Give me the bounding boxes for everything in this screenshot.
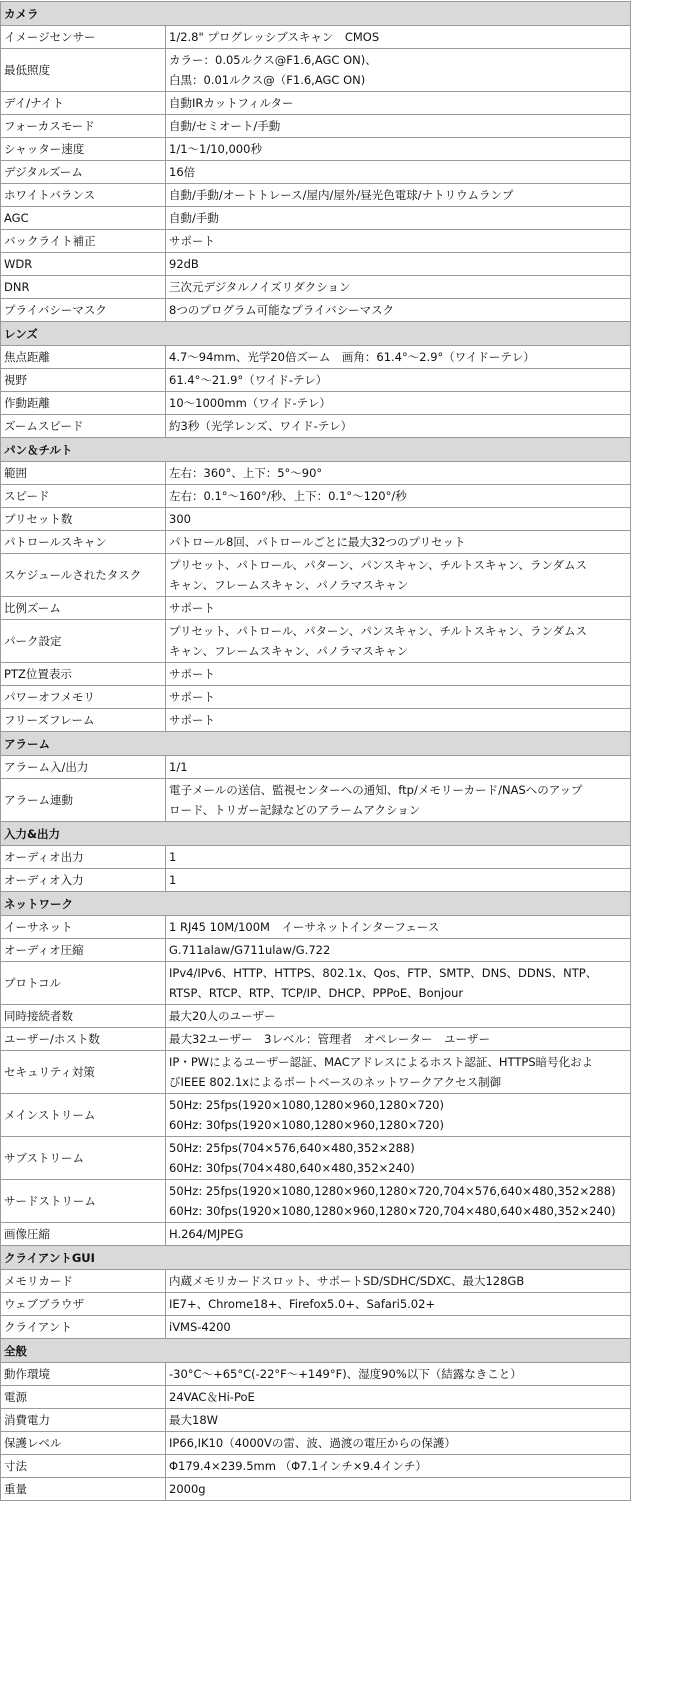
spec-label: ユーザー/ホスト数 bbox=[1, 1028, 166, 1051]
spec-value-line: 10～1000mm（ワイド-テレ） bbox=[169, 396, 331, 410]
spec-value-line: 電子メールの送信、監視センターへの通知、ftp/メモリーカード/NASへのアップ bbox=[169, 783, 583, 797]
spec-value bbox=[166, 1005, 631, 1028]
spec-value-line: G.711alaw/G711ulaw/G.722 bbox=[169, 943, 331, 957]
spec-label: オーディオ出力 bbox=[1, 846, 166, 869]
spec-label: ズームスピード bbox=[1, 415, 166, 438]
spec-value-line: 1/1 bbox=[169, 760, 188, 774]
spec-row bbox=[1, 161, 631, 184]
spec-value bbox=[166, 184, 631, 207]
spec-row bbox=[1, 1432, 631, 1455]
spec-label: プライバシーマスク bbox=[1, 299, 166, 322]
spec-value bbox=[166, 138, 631, 161]
spec-value-line: パトロール8回、パトロールごとに最大32つのプリセット bbox=[169, 535, 466, 549]
spec-row bbox=[1, 346, 631, 369]
spec-value bbox=[166, 1432, 631, 1455]
spec-value bbox=[166, 1316, 631, 1339]
spec-value bbox=[166, 1223, 631, 1246]
spec-label: イメージセンサー bbox=[1, 26, 166, 49]
spec-row bbox=[1, 276, 631, 299]
section-title: レンズ bbox=[1, 322, 631, 346]
spec-row bbox=[1, 620, 631, 663]
spec-label: オーディオ入力 bbox=[1, 869, 166, 892]
spec-label: パトロールスキャン bbox=[1, 531, 166, 554]
spec-label: パワーオフメモリ bbox=[1, 686, 166, 709]
spec-value-line: Φ179.4×239.5mm （Φ7.1インチ×9.4インチ） bbox=[169, 1459, 427, 1473]
spec-label: プロトコル bbox=[1, 962, 166, 1005]
spec-row bbox=[1, 779, 631, 822]
spec-row bbox=[1, 207, 631, 230]
spec-value bbox=[166, 92, 631, 115]
spec-value-line: 8つのプログラム可能なプライバシーマスク bbox=[169, 303, 395, 317]
spec-label: 最低照度 bbox=[1, 49, 166, 92]
spec-row bbox=[1, 1094, 631, 1137]
spec-row bbox=[1, 709, 631, 732]
spec-row bbox=[1, 531, 631, 554]
spec-value bbox=[166, 415, 631, 438]
spec-row bbox=[1, 1270, 631, 1293]
spec-value bbox=[166, 554, 631, 597]
spec-value-line: IE7+、Chrome18+、Firefox5.0+、Safari5.02+ bbox=[169, 1297, 436, 1311]
spec-row bbox=[1, 1028, 631, 1051]
spec-value bbox=[166, 597, 631, 620]
spec-table-body bbox=[1, 2, 631, 1501]
spec-row bbox=[1, 369, 631, 392]
spec-value bbox=[166, 531, 631, 554]
spec-value-line: 16倍 bbox=[169, 165, 196, 179]
spec-value bbox=[166, 26, 631, 49]
spec-row bbox=[1, 92, 631, 115]
section-title: 入力&出力 bbox=[1, 822, 631, 846]
spec-label: 動作環境 bbox=[1, 1363, 166, 1386]
spec-label: 重量 bbox=[1, 1478, 166, 1501]
spec-value bbox=[166, 161, 631, 184]
spec-row bbox=[1, 485, 631, 508]
spec-value-line: IP66,IK10（4000Vの雷、波、過渡の電圧からの保護） bbox=[169, 1436, 456, 1450]
spec-value bbox=[166, 253, 631, 276]
spec-table bbox=[0, 1, 631, 1501]
spec-value-line: 50Hz: 25fps(1920×1080,1280×960,1280×720,704×576,640×480,352×288) bbox=[169, 1184, 616, 1198]
spec-row bbox=[1, 115, 631, 138]
spec-value-line: 約3秒（光学レンズ、ワイド-テレ） bbox=[169, 419, 353, 433]
spec-value bbox=[166, 686, 631, 709]
section-header-row bbox=[1, 322, 631, 346]
spec-row bbox=[1, 1180, 631, 1223]
spec-value-line: 2000g bbox=[169, 1482, 206, 1496]
spec-row bbox=[1, 916, 631, 939]
spec-value-line: -30°C～+65°C(-22°F～+149°F)、湿度90%以下（結露なきこと） bbox=[169, 1367, 522, 1381]
spec-value bbox=[166, 1051, 631, 1094]
spec-value bbox=[166, 620, 631, 663]
spec-label: アラーム連動 bbox=[1, 779, 166, 822]
spec-label: デジタルズーム bbox=[1, 161, 166, 184]
spec-value-line: 60Hz: 30fps(704×480,640×480,352×240) bbox=[169, 1161, 415, 1175]
spec-value bbox=[166, 115, 631, 138]
spec-row bbox=[1, 1223, 631, 1246]
spec-row bbox=[1, 1005, 631, 1028]
spec-value-line: 300 bbox=[169, 512, 191, 526]
spec-value-line: RTSP、RTCP、RTP、TCP/IP、DHCP、PPPoE、Bonjour bbox=[169, 986, 464, 1000]
spec-value-line: 最大20人のユーザー bbox=[169, 1009, 276, 1023]
spec-value bbox=[166, 709, 631, 732]
spec-label: スピード bbox=[1, 485, 166, 508]
spec-value bbox=[166, 756, 631, 779]
spec-value-line: iVMS-4200 bbox=[169, 1320, 231, 1334]
spec-label: ウェブブラウザ bbox=[1, 1293, 166, 1316]
spec-row bbox=[1, 1386, 631, 1409]
spec-label: フリーズフレーム bbox=[1, 709, 166, 732]
spec-row bbox=[1, 184, 631, 207]
spec-row bbox=[1, 1363, 631, 1386]
spec-value-line: 4.7～94mm、光学20倍ズーム 画角：61.4°～2.9°（ワイドーテレ） bbox=[169, 350, 535, 364]
section-title: クライアントGUI bbox=[1, 1246, 631, 1270]
spec-value bbox=[166, 346, 631, 369]
spec-value bbox=[166, 485, 631, 508]
spec-value bbox=[166, 1137, 631, 1180]
spec-value-line: 50Hz: 25fps(704×576,640×480,352×288) bbox=[169, 1141, 415, 1155]
spec-label: アラーム入/出力 bbox=[1, 756, 166, 779]
spec-row bbox=[1, 756, 631, 779]
spec-value-line: 自動/手動 bbox=[169, 211, 219, 225]
spec-label: バックライト補正 bbox=[1, 230, 166, 253]
spec-value bbox=[166, 1293, 631, 1316]
section-title: パン＆チルト bbox=[1, 438, 631, 462]
spec-row bbox=[1, 1137, 631, 1180]
spec-row bbox=[1, 415, 631, 438]
spec-value bbox=[166, 299, 631, 322]
spec-row bbox=[1, 230, 631, 253]
spec-value bbox=[166, 230, 631, 253]
section-title: カメラ bbox=[1, 2, 631, 26]
spec-value-line: IP・PWによるユーザー認証、MACアドレスによるホスト認証、HTTPS暗号化およ bbox=[169, 1055, 594, 1069]
spec-label: 視野 bbox=[1, 369, 166, 392]
spec-value-line: カラー：0.05ルクス@F1.6,AGC ON)、 bbox=[169, 53, 377, 67]
spec-label: フォーカスモード bbox=[1, 115, 166, 138]
spec-value bbox=[166, 1478, 631, 1501]
spec-label: 電源 bbox=[1, 1386, 166, 1409]
spec-row bbox=[1, 846, 631, 869]
spec-value bbox=[166, 1180, 631, 1223]
spec-value bbox=[166, 207, 631, 230]
spec-value-line: 最大18W bbox=[169, 1413, 219, 1427]
spec-label: デイ/ナイト bbox=[1, 92, 166, 115]
spec-value-line: びIEEE 802.1xによるポートベースのネットワークアクセス制御 bbox=[169, 1075, 502, 1089]
spec-label: プリセット数 bbox=[1, 508, 166, 531]
spec-value bbox=[166, 779, 631, 822]
spec-value bbox=[166, 508, 631, 531]
spec-row bbox=[1, 597, 631, 620]
spec-label: オーディオ圧縮 bbox=[1, 939, 166, 962]
spec-row bbox=[1, 462, 631, 485]
spec-value bbox=[166, 869, 631, 892]
spec-value-line: サポート bbox=[169, 667, 215, 681]
spec-label: セキュリティ対策 bbox=[1, 1051, 166, 1094]
spec-label: 作動距離 bbox=[1, 392, 166, 415]
spec-value-line: 1 bbox=[169, 850, 177, 864]
spec-value-line: 1 bbox=[169, 873, 177, 887]
spec-row bbox=[1, 686, 631, 709]
spec-row bbox=[1, 138, 631, 161]
spec-value-line: 60Hz: 30fps(1920×1080,1280×960,1280×720) bbox=[169, 1118, 444, 1132]
spec-row bbox=[1, 663, 631, 686]
spec-row bbox=[1, 508, 631, 531]
spec-label: AGC bbox=[1, 207, 166, 230]
spec-row bbox=[1, 1316, 631, 1339]
spec-value-line: 50Hz: 25fps(1920×1080,1280×960,1280×720) bbox=[169, 1098, 444, 1112]
spec-value-line: 92dB bbox=[169, 257, 199, 271]
spec-row bbox=[1, 299, 631, 322]
section-header-row bbox=[1, 438, 631, 462]
section-title: 全般 bbox=[1, 1339, 631, 1363]
spec-value-line: 24VAC＆Hi-PoE bbox=[169, 1390, 255, 1404]
spec-value-line: キャン、フレームスキャン、パノラマスキャン bbox=[169, 578, 409, 592]
spec-row bbox=[1, 1051, 631, 1094]
spec-value-line: 内蔵メモリカードスロット、サポートSD/SDHC/SDXC、最大128GB bbox=[169, 1274, 525, 1288]
spec-value-line: サポート bbox=[169, 690, 215, 704]
spec-row bbox=[1, 939, 631, 962]
spec-value-line: キャン、フレームスキャン、パノラマスキャン bbox=[169, 644, 409, 658]
spec-value-line: ロード、トリガー記録などのアラームアクション bbox=[169, 803, 421, 817]
section-title: ネットワーク bbox=[1, 892, 631, 916]
spec-value bbox=[166, 1455, 631, 1478]
spec-value bbox=[166, 916, 631, 939]
spec-value-line: 三次元デジタルノイズリダクション bbox=[169, 280, 351, 294]
spec-label: WDR bbox=[1, 253, 166, 276]
spec-value-line: サポート bbox=[169, 234, 215, 248]
spec-value-line: 60Hz: 30fps(1920×1080,1280×960,1280×720,704×480,640×480,352×240) bbox=[169, 1204, 616, 1218]
spec-value bbox=[166, 962, 631, 1005]
spec-label: 寸法 bbox=[1, 1455, 166, 1478]
spec-value-line: 1/2.8" プログレッシブスキャン CMOS bbox=[169, 30, 380, 44]
spec-row bbox=[1, 1455, 631, 1478]
spec-label: パーク設定 bbox=[1, 620, 166, 663]
spec-label: メインストリーム bbox=[1, 1094, 166, 1137]
spec-value-line: 左右：0.1°～160°/秒、上下：0.1°～120°/秒 bbox=[169, 489, 407, 503]
spec-value bbox=[166, 276, 631, 299]
spec-value bbox=[166, 939, 631, 962]
spec-value-line: プリセット、パトロール、パターン、パンスキャン、チルトスキャン、ランダムス bbox=[169, 558, 588, 572]
spec-value bbox=[166, 369, 631, 392]
spec-label: 消費電力 bbox=[1, 1409, 166, 1432]
spec-row bbox=[1, 253, 631, 276]
spec-value bbox=[166, 846, 631, 869]
spec-value-line: 自動/セミオート/手動 bbox=[169, 119, 281, 133]
spec-row bbox=[1, 869, 631, 892]
section-header-row bbox=[1, 2, 631, 26]
spec-value bbox=[166, 1094, 631, 1137]
spec-value-line: 最大32ユーザー 3レベル：管理者 オペレーター ユーザー bbox=[169, 1032, 490, 1046]
spec-label: サードストリーム bbox=[1, 1180, 166, 1223]
spec-value bbox=[166, 1363, 631, 1386]
spec-label: 比例ズーム bbox=[1, 597, 166, 620]
spec-value bbox=[166, 49, 631, 92]
spec-row bbox=[1, 1478, 631, 1501]
spec-row bbox=[1, 554, 631, 597]
spec-value bbox=[166, 1409, 631, 1432]
spec-label: サブストリーム bbox=[1, 1137, 166, 1180]
section-header-row bbox=[1, 1339, 631, 1363]
spec-value-line: サポート bbox=[169, 601, 215, 615]
section-header-row bbox=[1, 732, 631, 756]
spec-value bbox=[166, 1028, 631, 1051]
spec-row bbox=[1, 49, 631, 92]
section-header-row bbox=[1, 892, 631, 916]
spec-value bbox=[166, 462, 631, 485]
spec-row bbox=[1, 1409, 631, 1432]
spec-value bbox=[166, 663, 631, 686]
spec-label: シャッター速度 bbox=[1, 138, 166, 161]
spec-value-line: 61.4°～21.9°（ワイド-テレ） bbox=[169, 373, 328, 387]
spec-label: スケジュールされたタスク bbox=[1, 554, 166, 597]
section-title: アラーム bbox=[1, 732, 631, 756]
spec-row bbox=[1, 1293, 631, 1316]
spec-value-line: 自動/手動/オートトレース/屋内/屋外/昼光色電球/ナトリウムランプ bbox=[169, 188, 514, 202]
spec-value bbox=[166, 1386, 631, 1409]
spec-label: 画像圧縮 bbox=[1, 1223, 166, 1246]
spec-label: クライアント bbox=[1, 1316, 166, 1339]
spec-value bbox=[166, 1270, 631, 1293]
spec-label: PTZ位置表示 bbox=[1, 663, 166, 686]
spec-value-line: 1/1～1/10,000秒 bbox=[169, 142, 262, 156]
spec-value-line: H.264/MJPEG bbox=[169, 1227, 244, 1241]
spec-label: 保護レベル bbox=[1, 1432, 166, 1455]
spec-value-line: 白黒：0.01ルクス@（F1.6,AGC ON) bbox=[169, 73, 366, 87]
spec-value-line: 1 RJ45 10M/100M イーサネットインターフェース bbox=[169, 920, 440, 934]
spec-row bbox=[1, 26, 631, 49]
spec-value-line: IPv4/IPv6、HTTP、HTTPS、802.1x、Qos、FTP、SMTP、DNS、DDNS、NTP、 bbox=[169, 966, 598, 980]
section-header-row bbox=[1, 822, 631, 846]
spec-label: 焦点距離 bbox=[1, 346, 166, 369]
spec-value bbox=[166, 392, 631, 415]
spec-label: メモリカード bbox=[1, 1270, 166, 1293]
spec-value-line: プリセット、パトロール、パターン、パンスキャン、チルトスキャン、ランダムス bbox=[169, 624, 588, 638]
spec-label: 範囲 bbox=[1, 462, 166, 485]
spec-label: 同時接続者数 bbox=[1, 1005, 166, 1028]
spec-row bbox=[1, 392, 631, 415]
spec-label: ホワイトバランス bbox=[1, 184, 166, 207]
spec-value-line: 自動IRカットフィルター bbox=[169, 96, 294, 110]
section-header-row bbox=[1, 1246, 631, 1270]
spec-value-line: 左右：360°、上下：5°～90° bbox=[169, 466, 323, 480]
spec-row bbox=[1, 962, 631, 1005]
spec-label: DNR bbox=[1, 276, 166, 299]
spec-label: イーサネット bbox=[1, 916, 166, 939]
spec-value-line: サポート bbox=[169, 713, 215, 727]
